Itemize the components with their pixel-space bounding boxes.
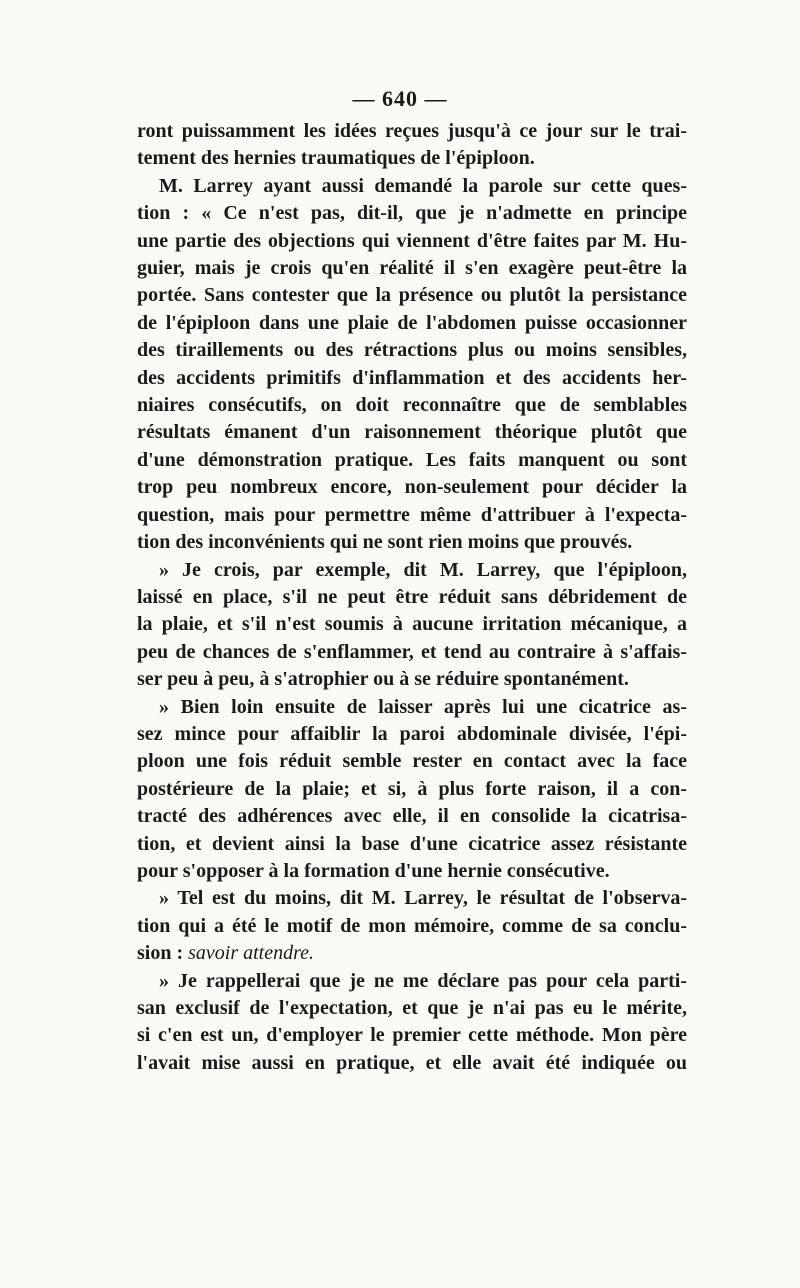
text-line: ront puissamment les idées reçues jusqu'à ce jour sur le trai- — [137, 120, 687, 142]
text-line: des tiraillements ou des rétractions plus ou moins sensibles, — [137, 339, 687, 362]
text-line: » Tel est du moins, dit M. Larrey, le résultat de l'observa- — [159, 887, 687, 910]
text-line: ser peu à peu, à s'atrophier ou à se réduire spontanément. — [137, 668, 629, 691]
text-line: sez mince pour affaiblir la paroi abdominale divisée, l'épi- — [137, 722, 687, 745]
text-line: de l'épiploon dans une plaie de l'abdomen puisse occasionner — [137, 311, 687, 334]
text-line: tement des hernies traumatiques de l'épiploon. — [137, 147, 535, 170]
text-line: san exclusif de l'expectation, et que je n'ai pas eu le mérite, — [137, 997, 687, 1019]
text-line: d'une démonstration pratique. Les faits manquent ou sont — [137, 448, 687, 471]
text-line: des accidents primitifs d'inflammation et des accidents her- — [137, 366, 687, 389]
text-line: tion : « Ce n'est pas, dit-il, que je n'admette en principe — [137, 202, 687, 225]
body-text — [137, 118, 687, 1077]
text-line: tracté des adhérences avec elle, il en consolide la cicatrisa- — [137, 805, 687, 828]
text-line: une partie des objections qui viennent d'être faites par M. Hu- — [137, 229, 687, 252]
text-line: M. Larrey ayant aussi demandé la parole sur cette ques- — [159, 174, 687, 197]
text-line: guier, mais je crois qu'en réalité il s'en exagère peut-être la — [137, 257, 687, 280]
text-line: » Je crois, par exemple, dit M. Larrey, que l'épiploon, — [159, 558, 687, 581]
text-line: » Bien loin ensuite de laisser après lui une cicatrice as- — [159, 695, 687, 718]
text-line: laissé en place, s'il ne peut être réduit sans débridement de — [137, 585, 687, 608]
text-line: tion, et devient ainsi la base d'une cicatrice assez résistante — [137, 832, 687, 855]
text-line: ploon une fois réduit semble rester en contact avec la face — [137, 750, 687, 773]
text-line: si c'en est un, d'employer le premier cette méthode. Mon père — [137, 1024, 687, 1047]
text-line — [137, 940, 687, 967]
page-number: — 640 — — [352, 86, 448, 111]
text-line: l'avait mise aussi en pratique, et elle avait été indiquée ou — [137, 1051, 687, 1074]
text-line: peu de chances de s'enflammer, et tend au contraire à s'affais- — [137, 640, 687, 663]
text-line: trop peu nombreux encore, non-seulement pour décider la — [137, 476, 687, 499]
text-line: question, mais pour permettre même d'attribuer à l'expecta- — [137, 503, 687, 526]
text-line: niaires consécutifs, on doit reconnaître que de semblables — [137, 394, 687, 417]
text-line: tion qui a été le motif de mon mémoire, comme de sa conclu- — [137, 914, 687, 937]
text-fragment: sion : — [137, 942, 189, 965]
text-line: postérieure de la plaie; et si, à plus forte raison, il a con- — [137, 777, 687, 800]
text-line: portée. Sans contester que la présence ou plutôt la persistance — [137, 284, 687, 307]
text-line: résultats émanent d'un raisonnement théorique plutôt que — [137, 421, 687, 444]
text-line: » Je rappellerai que je ne me déclare pas pour cela parti- — [159, 969, 687, 992]
text-line: tion des inconvénients qui ne sont rien moins que prouvés. — [137, 531, 633, 554]
text-line: la plaie, et s'il n'est soumis à aucune irritation mécanique, a — [137, 613, 687, 636]
text-line: pour s'opposer à la formation d'une hernie consécutive. — [137, 859, 610, 882]
italic-phrase: savoir attendre. — [188, 942, 315, 965]
